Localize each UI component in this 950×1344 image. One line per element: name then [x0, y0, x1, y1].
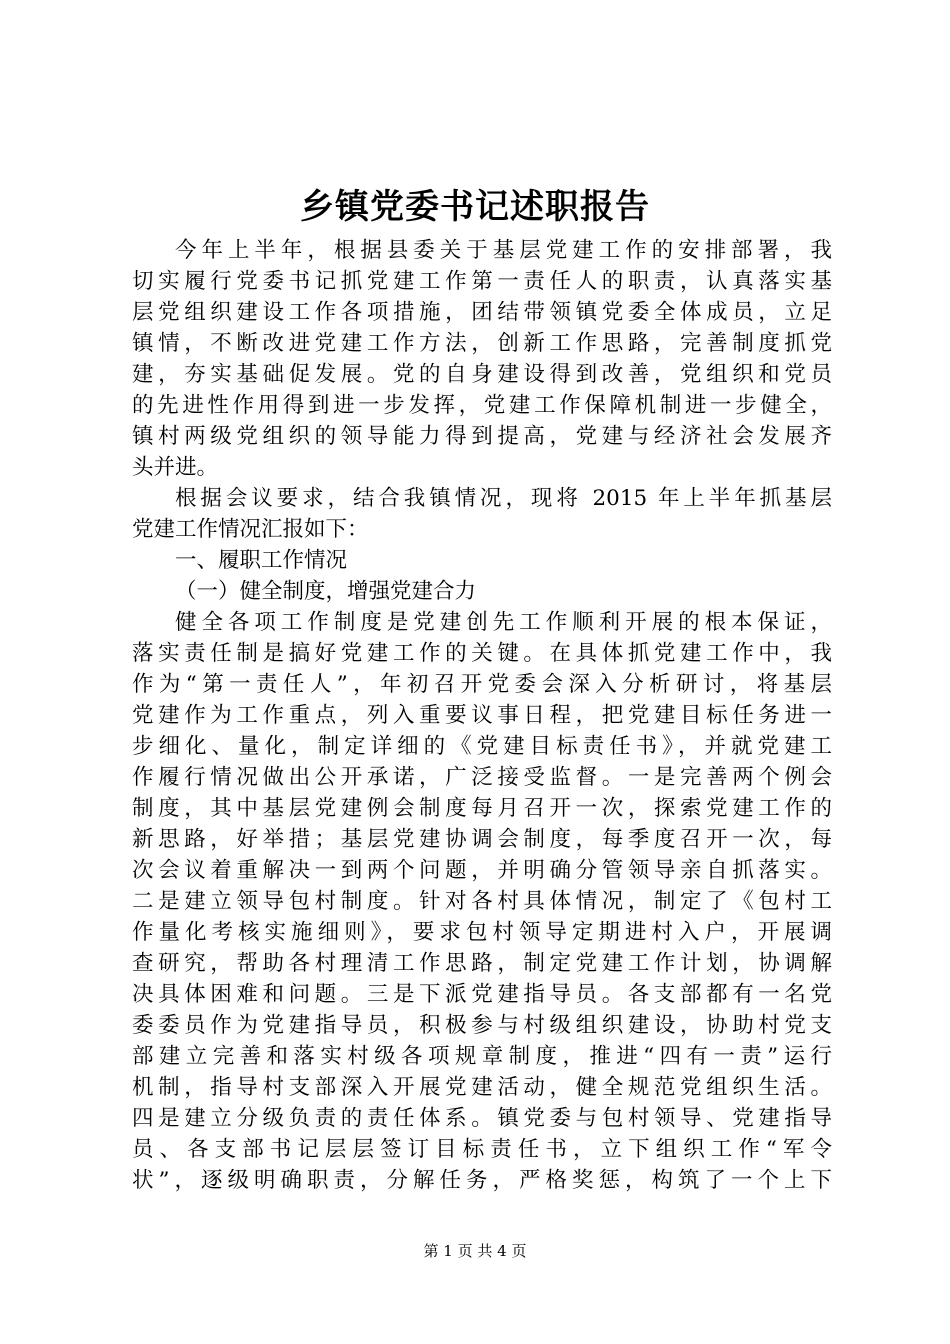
document-body [132, 235, 832, 1196]
paragraph-line: 党建工作情况汇报如下： [132, 517, 369, 542]
paragraph-line: 四是建立分级负责的责任体系。镇党委与包村领导、党建指导 [132, 1106, 832, 1131]
paragraph-line: 作量化考核实施细则》，要求包村领导定期进村入户，开展调 [132, 920, 832, 945]
paragraph-line: 层党组织建设工作各项措施，团结带领镇党委全体成员，立足 [132, 300, 832, 325]
paragraph-line: 新思路，好举措；基层党建协调会制度，每季度召开一次，每 [132, 827, 832, 852]
paragraph-line: 机制，指导村支部深入开展党建活动，健全规范党组织生活。 [132, 1075, 832, 1100]
paragraph-line: 镇村两级党组织的领导能力得到提高，党建与经济社会发展齐 [132, 424, 832, 449]
paragraph-line: 制度，其中基层党建例会制度每月召开一次，探索党建工作的 [132, 796, 832, 821]
paragraph-line: 切实履行党委书记抓党建工作第一责任人的职责，认真落实基 [132, 269, 832, 294]
paragraph-line: 员、各支部书记层层签订目标责任书，立下组织工作“军令 [132, 1137, 832, 1162]
paragraph-line: 根据会议要求，结合我镇情况，现将 2015 年上半年抓基层 [175, 486, 832, 511]
paragraph-line: 决具体困难和问题。三是下派党建指导员。各支部都有一名党 [132, 982, 832, 1007]
paragraph-line: 建，夯实基础促发展。党的自身建设得到改善，党组织和党员 [132, 362, 832, 387]
paragraph-line: 查研究，帮助各村理清工作思路，制定党建工作计划，协调解 [132, 951, 832, 976]
paragraph-line: 镇情，不断改进党建工作方法，创新工作思路，完善制度抓党 [132, 331, 832, 356]
paragraph-line: 作为“第一责任人”，年初召开党委会深入分析研讨，将基层 [132, 672, 832, 697]
section-heading: （一）健全制度，增强党建合力 [175, 579, 477, 604]
paragraph-line: 今年上半年，根据县委关于基层党建工作的安排部署，我 [175, 238, 832, 263]
paragraph-line: 状”，逐级明确职责，分解任务，严格奖惩，构筑了一个上下 [132, 1168, 832, 1193]
paragraph-line: 头并进。 [132, 455, 219, 480]
paragraph-line: 次会议着重解决一到两个问题，并明确分管领导亲自抓落实。 [132, 858, 832, 883]
paragraph-line: 健全各项工作制度是党建创先工作顺利开展的根本保证， [175, 610, 832, 635]
paragraph-line: 党建作为工作重点，列入重要议事日程，把党建目标任务进一 [132, 703, 832, 728]
section-heading: 一、履职工作情况 [175, 548, 348, 573]
paragraph-line: 落实责任制是搞好党建工作的关键。在具体抓党建工作中，我 [132, 641, 832, 666]
paragraph-line: 步细化、量化，制定详细的《党建目标责任书》，并就党建工 [132, 734, 832, 759]
paragraph-line: 二是建立领导包村制度。针对各村具体情况，制定了《包村工 [132, 889, 832, 914]
paragraph-line: 部建立完善和落实村级各项规章制度，推进“四有一责”运行 [132, 1044, 832, 1069]
paragraph-line: 委委员作为党建指导员，积极参与村级组织建设，协助村党支 [132, 1013, 832, 1038]
document-title: 乡镇党委书记述职报告 [300, 187, 650, 227]
paragraph-line: 的先进性作用得到进一步发挥，党建工作保障机制进一步健全， [132, 393, 832, 418]
page-footer: 第 1 页 共 4 页 [423, 1242, 527, 1260]
paragraph-line: 作履行情况做出公开承诺，广泛接受监督。一是完善两个例会 [132, 765, 832, 790]
